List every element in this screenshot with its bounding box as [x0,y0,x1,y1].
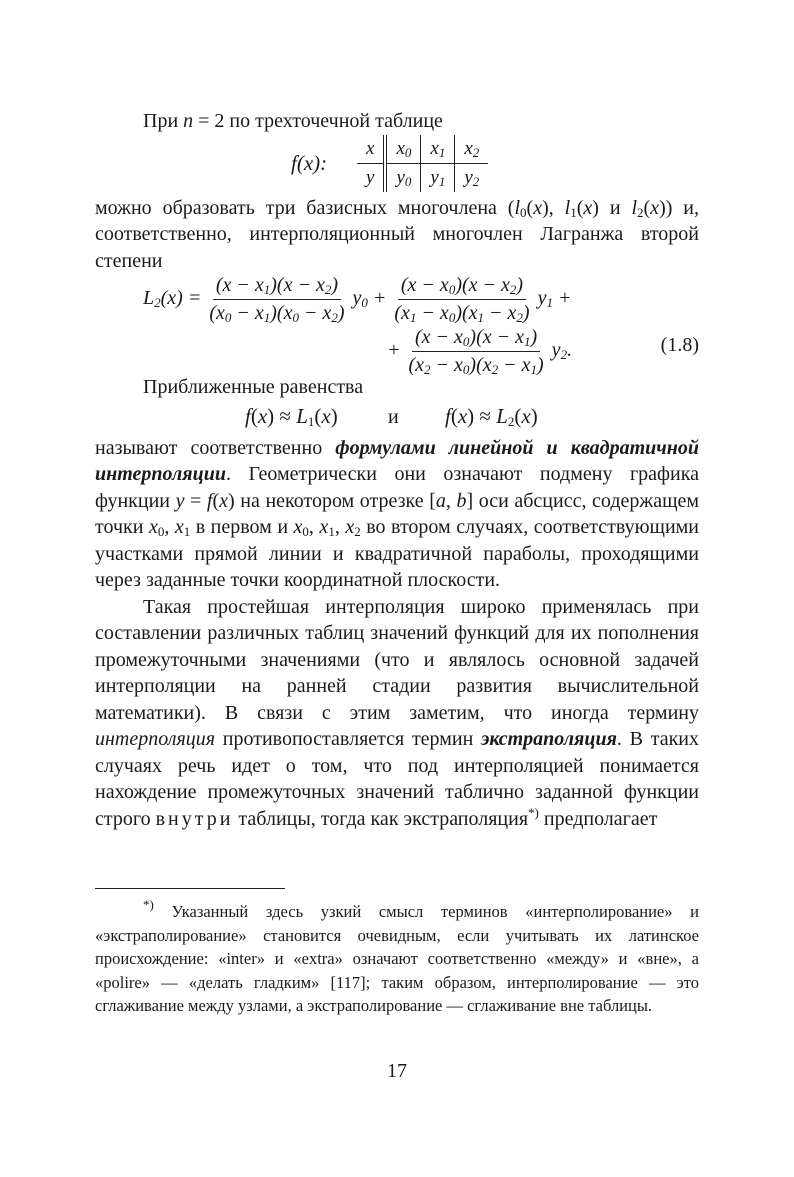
table-cell: $x_2$ [455,135,488,164]
table-cell: y [357,163,385,192]
table-cell: $x_0$ [385,135,420,164]
term-inside: внутри [155,807,234,830]
para-basis: можно образовать три базисных многочлена ($l_0(x)$, $l_1(x)$ и $l_2(x)$) и, соответственно, интерполяционный многочлен Лагранжа второй степени [95,196,699,272]
table-cell: $x_1$ [421,135,455,164]
value-table [95,135,699,195]
footnote [95,897,699,1018]
lagrange-formula [95,274,699,377]
approx-linear: $f(x) \approx L_1(x)$ [245,403,338,429]
page-number: 17 [387,1060,407,1082]
para-history: Такая простейшая интерполяция широко применялась при составлении различных таблиц значений функций для их пополнения промежуточными значениями (что и являлось основной задачей интерполяции на ранней стадии развития вычислительной математики). В связи с этим заметим, что иногда термину интерполяция противопоставляется термин экстраполяция. В таких случаях речь идет о том, что под интерполяцией понимается нахождение промежуточных значений таблично заданной функции строго внутри таблицы, тогда как экстраполяция*) предполагает [95,595,699,830]
para-definition: называют соответственно формулами линейной и квадратичной интерполяции. Геометрически они означают подмену графика функции y = f(x) на некотором отрезке [a, b] оси абсцисс, содержащем точки $x_0$, $x_1$ в первом и $x_0$, $x_1$, $x_2$ во втором случаях, соответствующими участками прямой линии и квадратичной параболы, проходящими через заданные точки координатной плоскости. [95,436,700,591]
para-approx: Приближенные равенства [143,376,364,398]
table-cell: $y_2$ [464,166,480,189]
approx-quadratic: $f(x) \approx L_2(x)$ [445,403,538,429]
term-interpolation: интерполяция [95,728,216,750]
approx-equalities [95,401,699,435]
table-grid [357,135,488,192]
table-cell: $y_1$ [421,163,455,192]
table-label: f(x): [291,150,328,175]
page-body [95,108,699,832]
table-cell: x [357,135,385,164]
equation-number: (1.8) [660,334,699,356]
footnote-ref: *) [528,804,539,820]
formula-line-1: $L_2(x)$ = $\frac{(x - x_1)(x - x_2)}{(x_0 - x_1)(x_0 - x_2)}$ $y_0$ + $\frac{(x - x_0)(x - x_2)}{(x_1 - x_0)(x_1 - x_2)}$ $y_1$ + [143,274,572,325]
term-formulas: формулами линейной и квадратичной интерполяции [95,436,699,485]
approx-conj: и [388,405,399,428]
term-extrapolation: экстраполяция [481,728,617,750]
footnote-rule [95,888,285,889]
footnote-mark: *) [143,897,154,912]
formula-line-2: + $\frac{(x - x_0)(x - x_1)}{(x_2 - x_0)(x_2 - x_1)}$ $y_2$. [387,326,573,377]
footnote-text: Указанный здесь узкий смысл терминов «интерполирование» и «экстраполирование» становится очевидным, если учитывать их латинское происхождение: «inter» и «extra» означают соответственно «между» и «вне», а «polire» — «делать гладким» [117]; таким образом, интерполирование — это сглаживание между узлами, а экстраполирование — сглаживание вне таблицы. [95,902,699,1015]
table-cell: $y_0$ [385,163,420,192]
para-intro: При n = 2 по трехточечной таблице [143,110,443,132]
